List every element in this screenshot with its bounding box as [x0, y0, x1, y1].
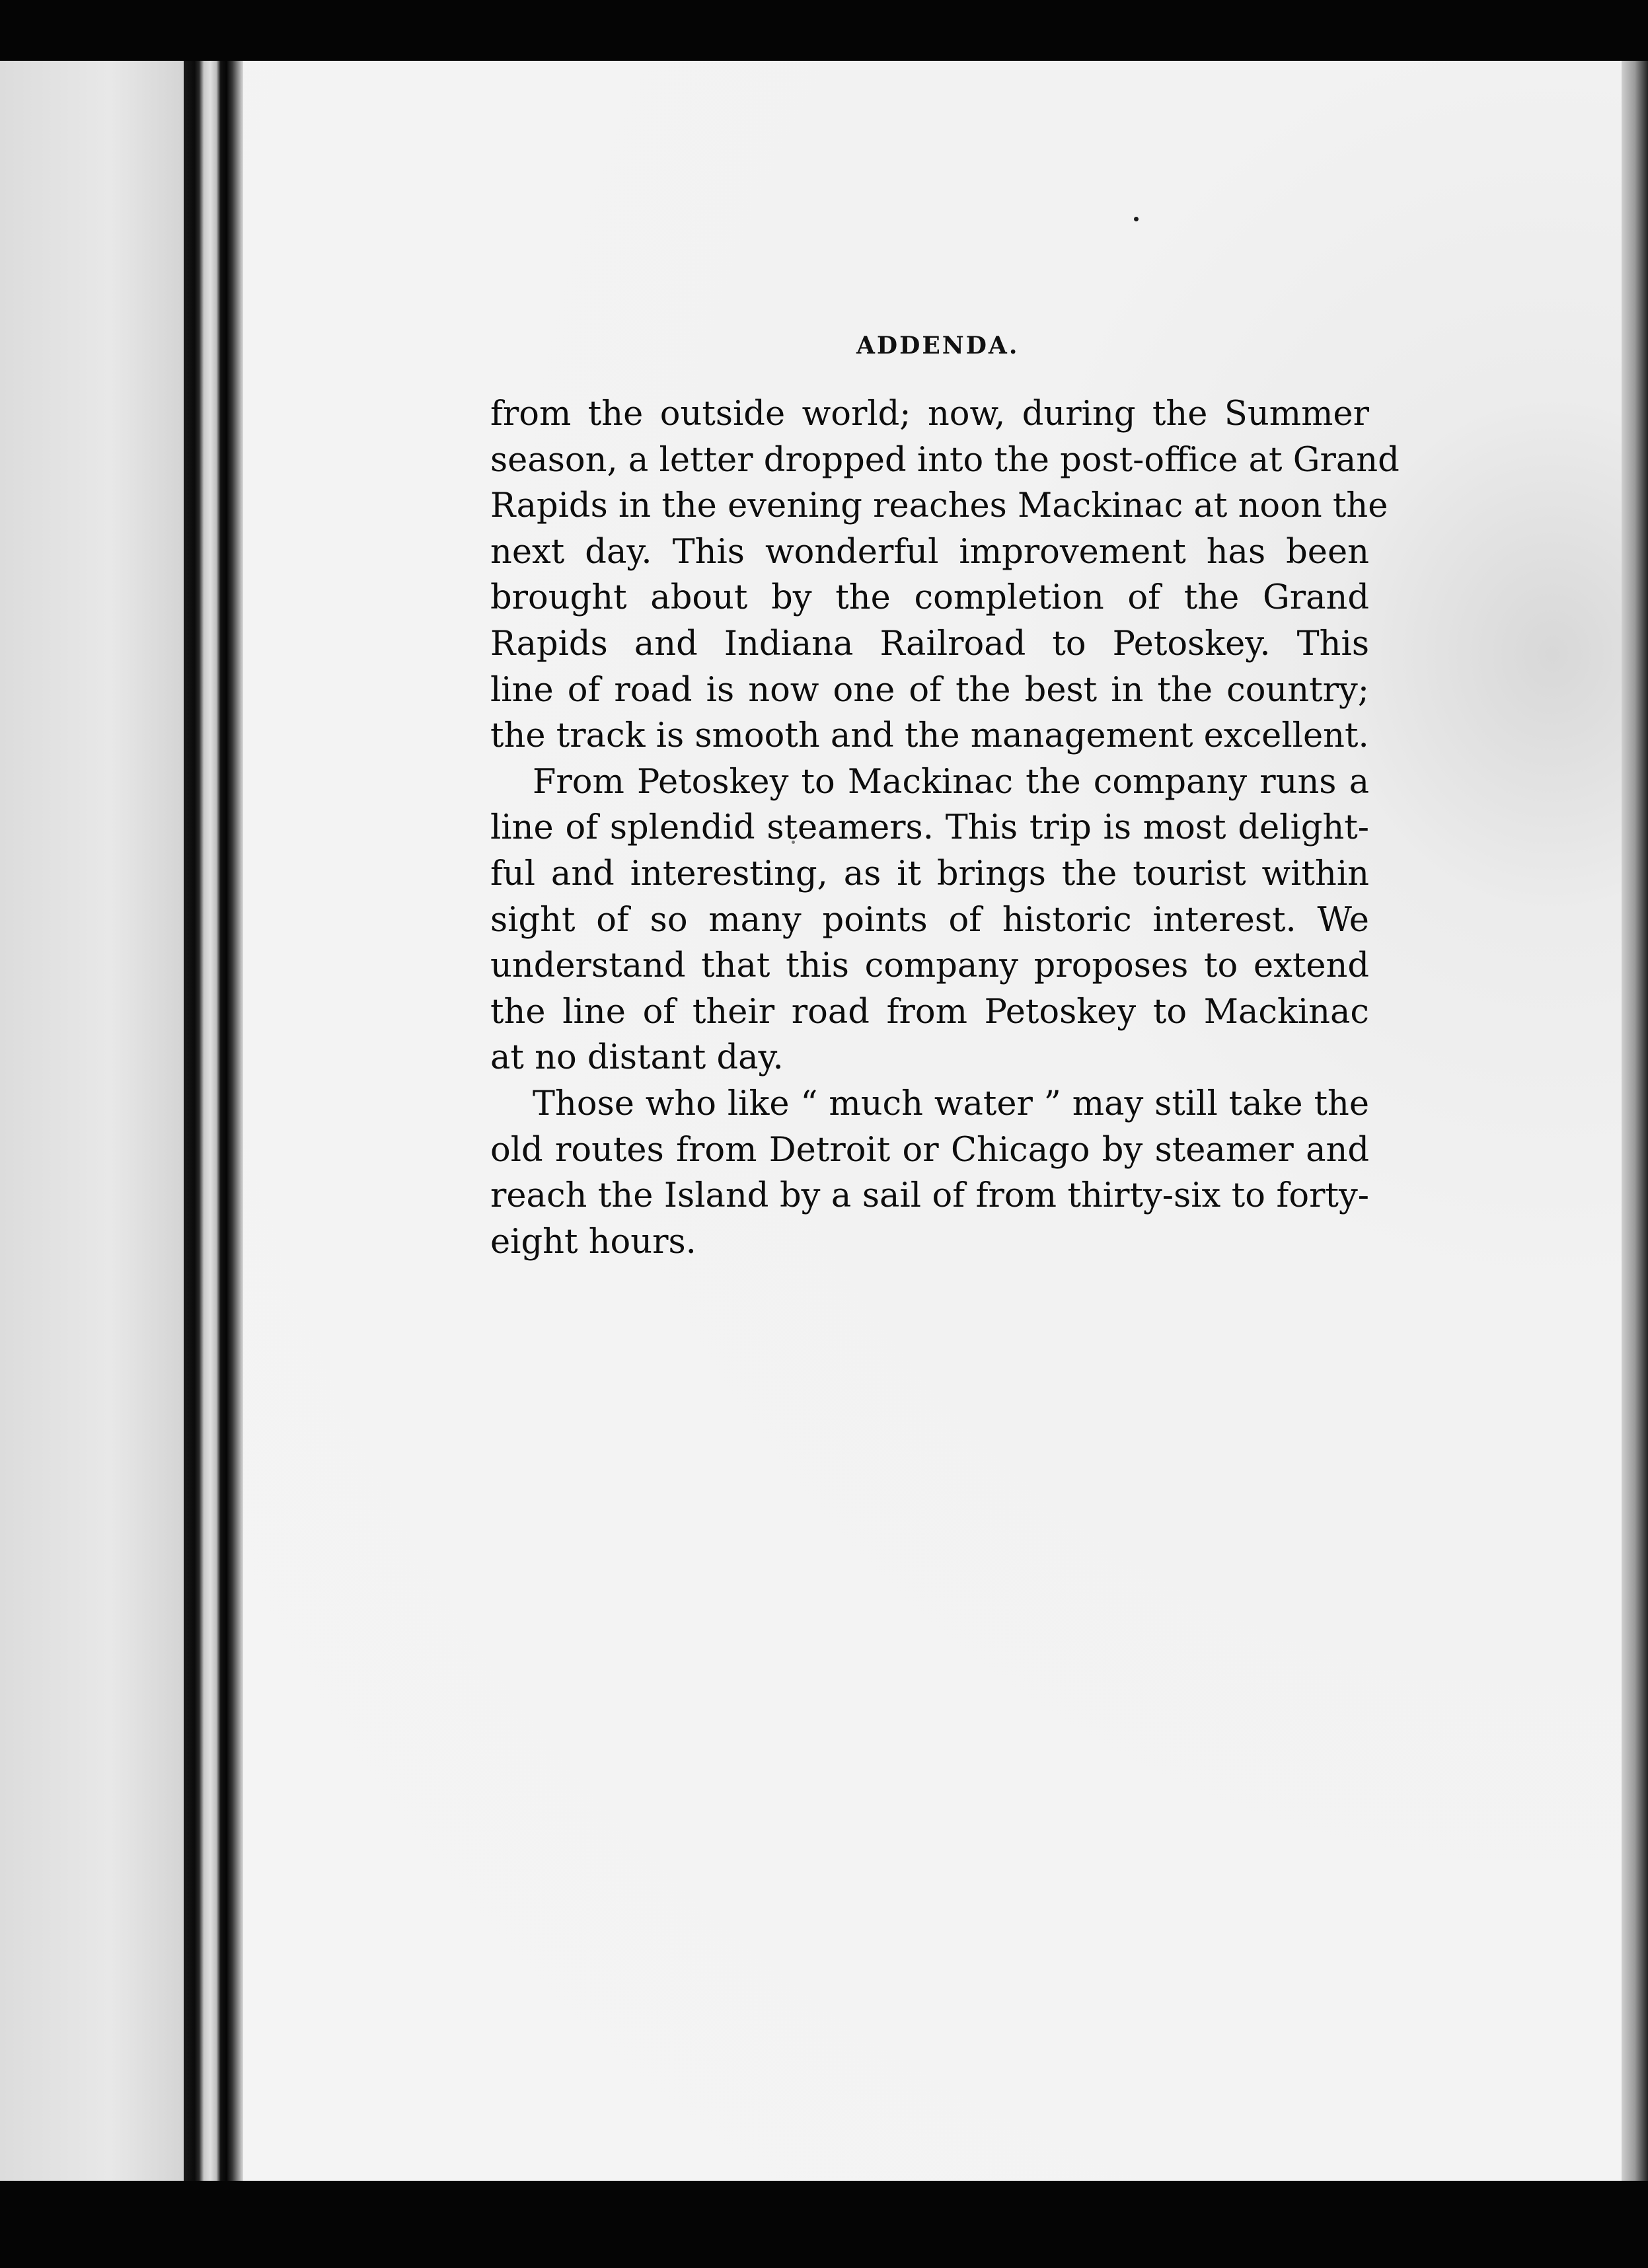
text-line: next day. This wonderful improvement has been — [490, 532, 1369, 572]
text-line: Rapids in the evening reaches Mackinac at noon the — [490, 486, 1388, 526]
running-head: ADDENDA. — [856, 332, 1020, 359]
scan-bottom-border — [0, 2181, 1648, 2268]
text-line: eight hours. — [490, 1222, 696, 1262]
text-line: season, a letter dropped into the post-office at Grand — [490, 440, 1400, 480]
scan-top-border — [0, 0, 1648, 61]
text-line: understand that this company proposes to extend — [490, 946, 1369, 986]
text-line: line of road is now one of the best in the country; — [490, 670, 1369, 710]
text-line: the line of their road from Petoskey to Mackinac — [490, 992, 1369, 1032]
text-line: brought about by the completion of the Grand — [490, 578, 1369, 618]
page-right-edge — [1622, 61, 1648, 2181]
text-line: sight of so many points of historic interest. We — [490, 900, 1369, 940]
text-line: old routes from Detroit or Chicago by steamer and — [490, 1130, 1369, 1170]
text-line: at no distant day. — [490, 1038, 784, 1078]
text-line: the track is smooth and the management excellent. — [490, 716, 1369, 756]
text-line: Those who like “ much water ” may still take the — [533, 1084, 1369, 1123]
text-line: from the outside world; now, during the Summer — [490, 395, 1369, 434]
body-text — [490, 391, 1400, 1265]
ink-speck — [1134, 217, 1139, 221]
book-gutter — [184, 61, 243, 2181]
text-line: Rapids and Indiana Railroad to Petoskey. This — [490, 624, 1369, 663]
text-line: ful and interesting, as it brings the tourist within — [490, 854, 1369, 893]
text-line: line of splendid steamers. This trip is most delight- — [490, 808, 1369, 848]
text-line: From Petoskey to Mackinac the company runs a — [533, 762, 1369, 802]
facing-page-edge — [0, 61, 184, 2181]
text-line: reach the Island by a sail of from thirty-six to forty- — [490, 1176, 1369, 1216]
